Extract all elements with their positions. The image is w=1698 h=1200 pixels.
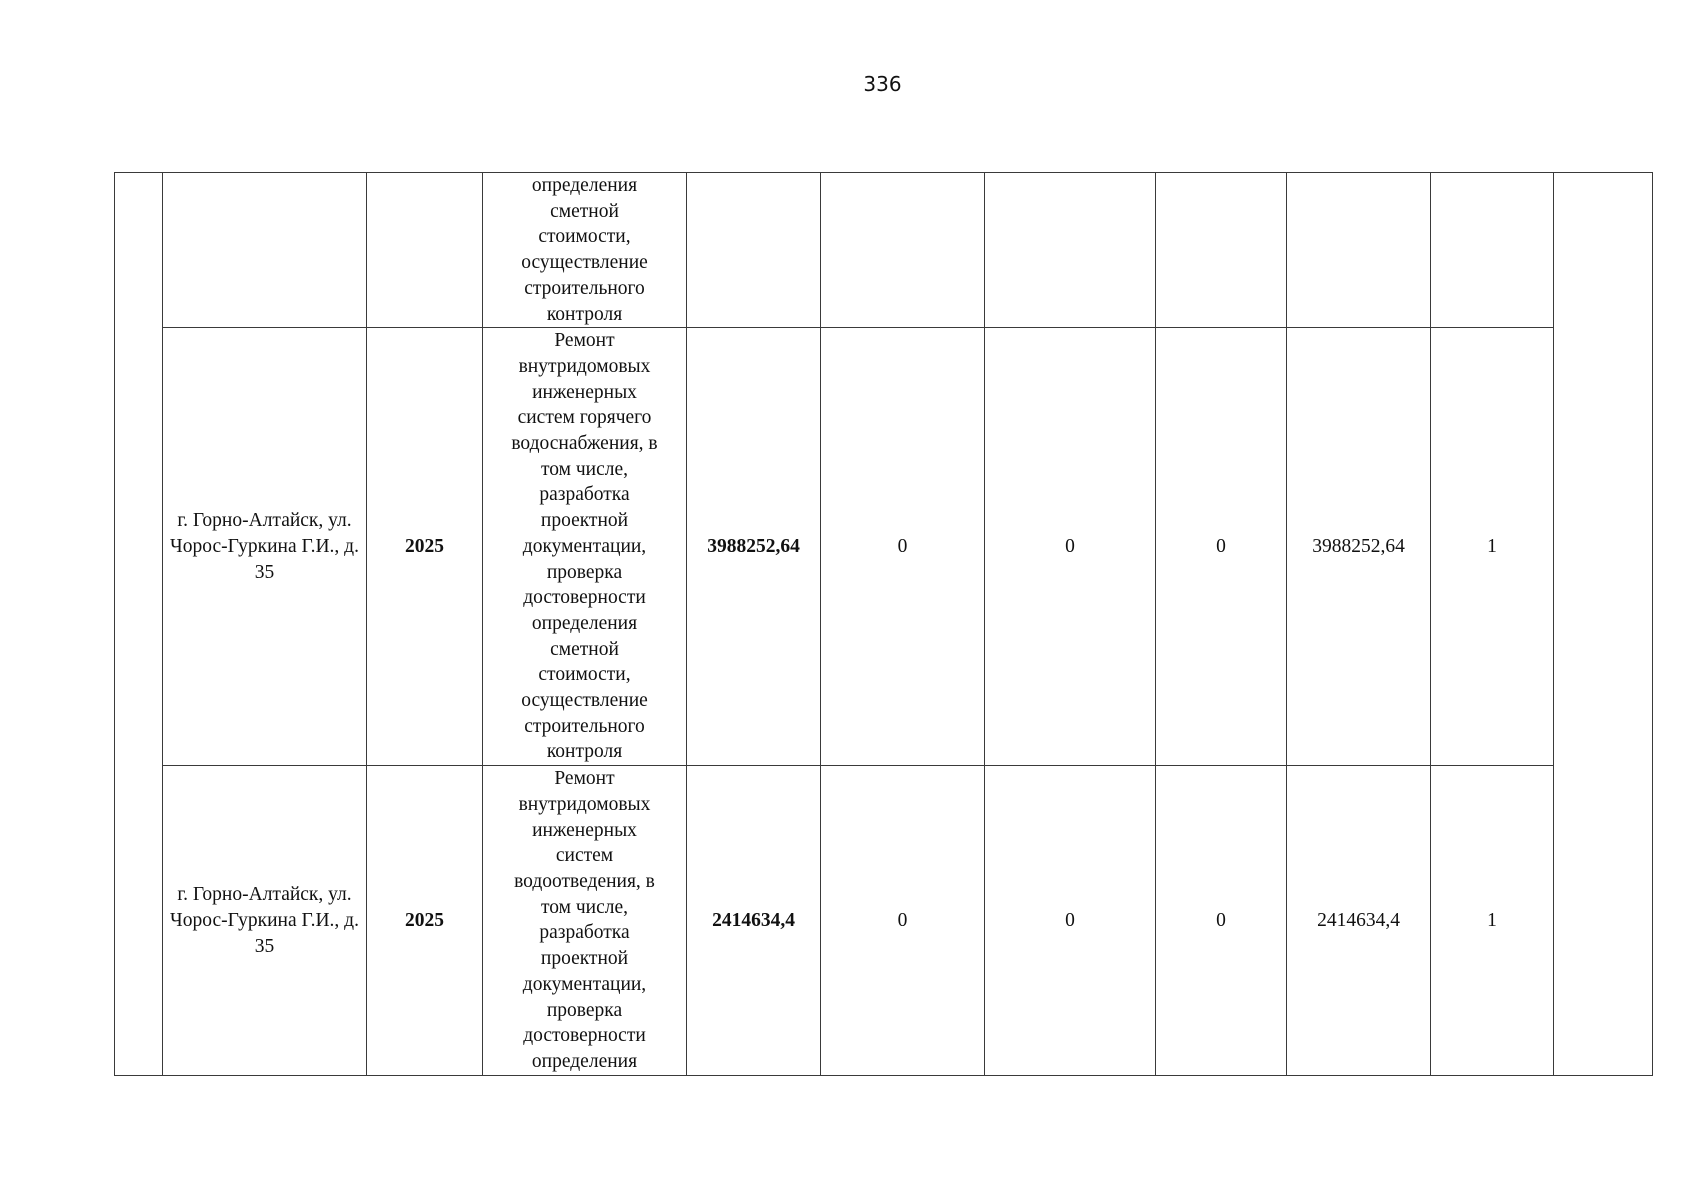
funding-cell <box>821 173 985 328</box>
work-line: определения <box>531 1050 638 1072</box>
total-cost-cell: 3988252,64 <box>687 328 821 766</box>
index-cell <box>115 173 163 1076</box>
work-description-cell <box>483 328 687 766</box>
table-row <box>115 328 1653 766</box>
work-line: том числе, <box>540 458 629 480</box>
funding-cell: 2414634,4 <box>1287 766 1431 1076</box>
address-cell: г. Горно-Алтайск, ул. Чорос-Гуркина Г.И., д. 35 <box>163 328 367 766</box>
work-line: внутридомовых <box>518 355 651 377</box>
work-line: инженерных <box>532 381 637 403</box>
year-cell <box>367 173 483 328</box>
year-cell: 2025 <box>367 766 483 1076</box>
work-line: стоимости, <box>538 664 631 686</box>
work-line: проверка <box>546 999 623 1021</box>
work-line: водоотведения, в <box>514 870 655 892</box>
funding-cell: 0 <box>1156 328 1287 766</box>
work-line: том числе, <box>540 896 629 918</box>
work-line: документации, <box>522 973 647 995</box>
work-line: проектной <box>540 510 629 532</box>
work-line: достоверности <box>523 1025 646 1047</box>
work-description-cell <box>483 766 687 1076</box>
funding-cell: 0 <box>985 766 1156 1076</box>
work-line: Ремонт <box>554 768 615 790</box>
work-line: Ремонт <box>554 330 615 352</box>
address-cell <box>163 173 367 328</box>
work-line: строительного <box>524 277 645 299</box>
work-line: разработка <box>539 922 630 944</box>
work-line: определения <box>531 612 638 634</box>
total-cost-cell <box>687 173 821 328</box>
work-line: проектной <box>540 948 629 970</box>
count-cell: 1 <box>1431 328 1554 766</box>
work-line: сметной <box>550 638 619 660</box>
funding-cell: 0 <box>821 328 985 766</box>
work-line: водоснабжения, в <box>511 433 658 455</box>
total-cost-cell: 2414634,4 <box>687 766 821 1076</box>
funding-cell <box>1156 173 1287 328</box>
address-cell: г. Горно-Алтайск, ул. Чорос-Гуркина Г.И., д. 35 <box>163 766 367 1076</box>
work-line: систем горячего <box>517 407 652 429</box>
funding-cell: 0 <box>985 328 1156 766</box>
funding-cell: 0 <box>821 766 985 1076</box>
note-cell <box>1554 173 1653 1076</box>
work-line: сметной <box>550 200 619 222</box>
work-line: осуществление <box>521 252 648 274</box>
work-line: разработка <box>539 484 630 506</box>
year-cell: 2025 <box>367 328 483 766</box>
funding-cell: 0 <box>1156 766 1287 1076</box>
table-row <box>115 173 1653 328</box>
page-number: 336 <box>863 72 902 96</box>
funding-cell <box>985 173 1156 328</box>
funding-cell: 3988252,64 <box>1287 328 1431 766</box>
work-line: проверка <box>546 561 623 583</box>
count-cell <box>1431 173 1554 328</box>
work-line: внутридомовых <box>518 793 651 815</box>
work-line: систем <box>555 845 614 867</box>
work-line: стоимости, <box>538 226 631 248</box>
work-line: достоверности <box>523 587 646 609</box>
funding-cell <box>1287 173 1431 328</box>
work-line: определения <box>531 175 638 196</box>
table-row <box>115 766 1653 1076</box>
work-line: контроля <box>546 303 623 325</box>
repair-works-table <box>114 172 1653 1076</box>
work-line: инженерных <box>532 819 637 841</box>
work-line: контроля <box>546 741 623 763</box>
work-description-cell <box>483 173 687 328</box>
work-line: строительного <box>524 715 645 737</box>
work-line: осуществление <box>521 690 648 712</box>
count-cell: 1 <box>1431 766 1554 1076</box>
work-line: документации, <box>522 535 647 557</box>
